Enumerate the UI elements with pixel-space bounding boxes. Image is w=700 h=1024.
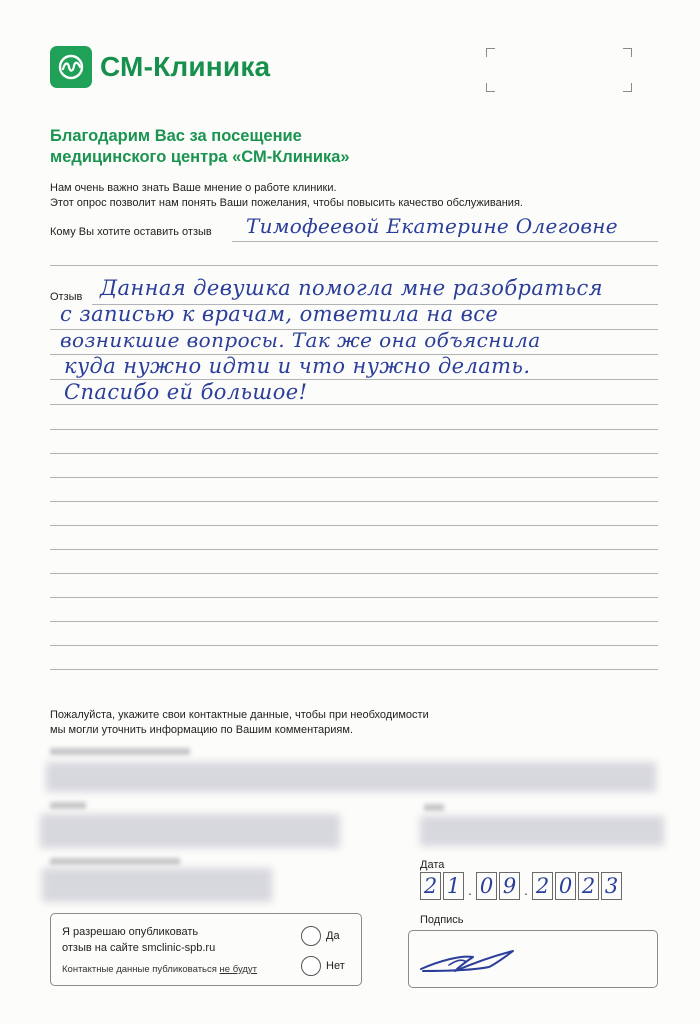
- publish-permission-box: [50, 913, 362, 986]
- intro-text: Нам очень важно знать Ваше мнение о работе клиники. Этот опрос позволит нам понять Ваши пожелания, чтобы повысить качество обслуживания.: [50, 182, 523, 209]
- brand-name: СМ-Клиника: [100, 51, 271, 82]
- date-digit: 2: [420, 872, 441, 900]
- rule: [50, 453, 658, 454]
- radio-circle-icon: [301, 956, 321, 976]
- rule: [50, 573, 658, 574]
- sm-clinic-logo-icon: [50, 46, 92, 88]
- publish-no-label: Нет: [326, 960, 345, 972]
- rule: [50, 429, 658, 430]
- rule: [50, 549, 658, 550]
- date-digit: 0: [476, 872, 497, 900]
- rule: [50, 404, 658, 405]
- date-digit: 3: [601, 872, 622, 900]
- rule: [50, 265, 658, 266]
- publish-yes-radio[interactable]: [301, 926, 340, 946]
- date-digit: 2: [532, 872, 553, 900]
- publish-yes-label: Да: [326, 930, 340, 942]
- recipient-field[interactable]: Тимофеевой Екатерине Олеговне: [246, 214, 618, 238]
- feedback-form-page: СМ-Клиника Благодарим Вас за посещение медицинского центра «СМ-Клиника» Нам очень важно знать Ваше мнение о работе клиники. Этот опрос позволит нам понять Ваши пожелания, чтобы повысить качество обслуживания. Кому Вы хотите оставить отзыв Тимофеевой Екатерине Олеговне Отзыв Данная девушка помогла мне разобраться с записью к врачам, ответила на все возникшие вопросы. Так же она объяснила куда нужно идти и что нужно делать. Спасибо ей большое! Пожалуйста, укажите свои контактные данные, чтобы при необходимости мы могли уточнить информацию по Вашим комментариям. Дата 2 1 . 0 9 . 2 0 2 3 Я разрешаю опубликовать отзыв на сайте smclinic-spb.ru Контактные данные публиковаться не будут Да Нет Подпись: [0, 0, 700, 1024]
- date-digit: 1: [443, 872, 464, 900]
- recipient-label: Кому Вы хотите оставить отзыв: [50, 226, 212, 238]
- radio-circle-icon: [301, 926, 321, 946]
- redacted-card-label: [50, 858, 180, 865]
- review-label: Отзыв: [50, 291, 83, 303]
- rule: [50, 525, 658, 526]
- redacted-email-field: [420, 816, 664, 846]
- redacted-card-field: [42, 868, 272, 902]
- publish-note: Контактные данные публиковаться не будут: [62, 964, 258, 975]
- rule: [50, 669, 658, 670]
- page-title: Благодарим Вас за посещение медицинского центра «СМ-Клиника»: [50, 127, 350, 166]
- date-digit: 0: [555, 872, 576, 900]
- redacted-email-label: [424, 804, 444, 811]
- redacted-name-label: [50, 748, 190, 755]
- publish-no-radio[interactable]: [301, 956, 345, 976]
- rule: [50, 621, 658, 622]
- stamp-area: [486, 48, 632, 92]
- date-field[interactable]: [420, 872, 624, 900]
- rule: [50, 645, 658, 646]
- signature-field[interactable]: [408, 930, 658, 988]
- rule: [50, 477, 658, 478]
- rule: [50, 597, 658, 598]
- rule: [50, 501, 658, 502]
- redacted-phone-field: [40, 814, 340, 848]
- recipient-line: [232, 241, 658, 242]
- date-separator: .: [524, 882, 528, 898]
- contact-instructions: Пожалуйста, укажите свои контактные данные, чтобы при необходимости мы могли уточнить информацию по Вашим комментариям.: [50, 709, 429, 736]
- redacted-name-field: [46, 762, 656, 792]
- date-separator: .: [468, 882, 472, 898]
- redacted-phone-label: [50, 802, 86, 809]
- date-digit: 2: [578, 872, 599, 900]
- brand-logo: [50, 46, 270, 88]
- date-digit: 9: [499, 872, 520, 900]
- date-label: Дата: [420, 859, 445, 871]
- signature-label: Подпись: [420, 914, 464, 926]
- publish-permission-text: Я разрешаю опубликовать отзыв на сайте smclinic-spb.ru: [62, 926, 216, 954]
- signature-scribble: [409, 931, 657, 987]
